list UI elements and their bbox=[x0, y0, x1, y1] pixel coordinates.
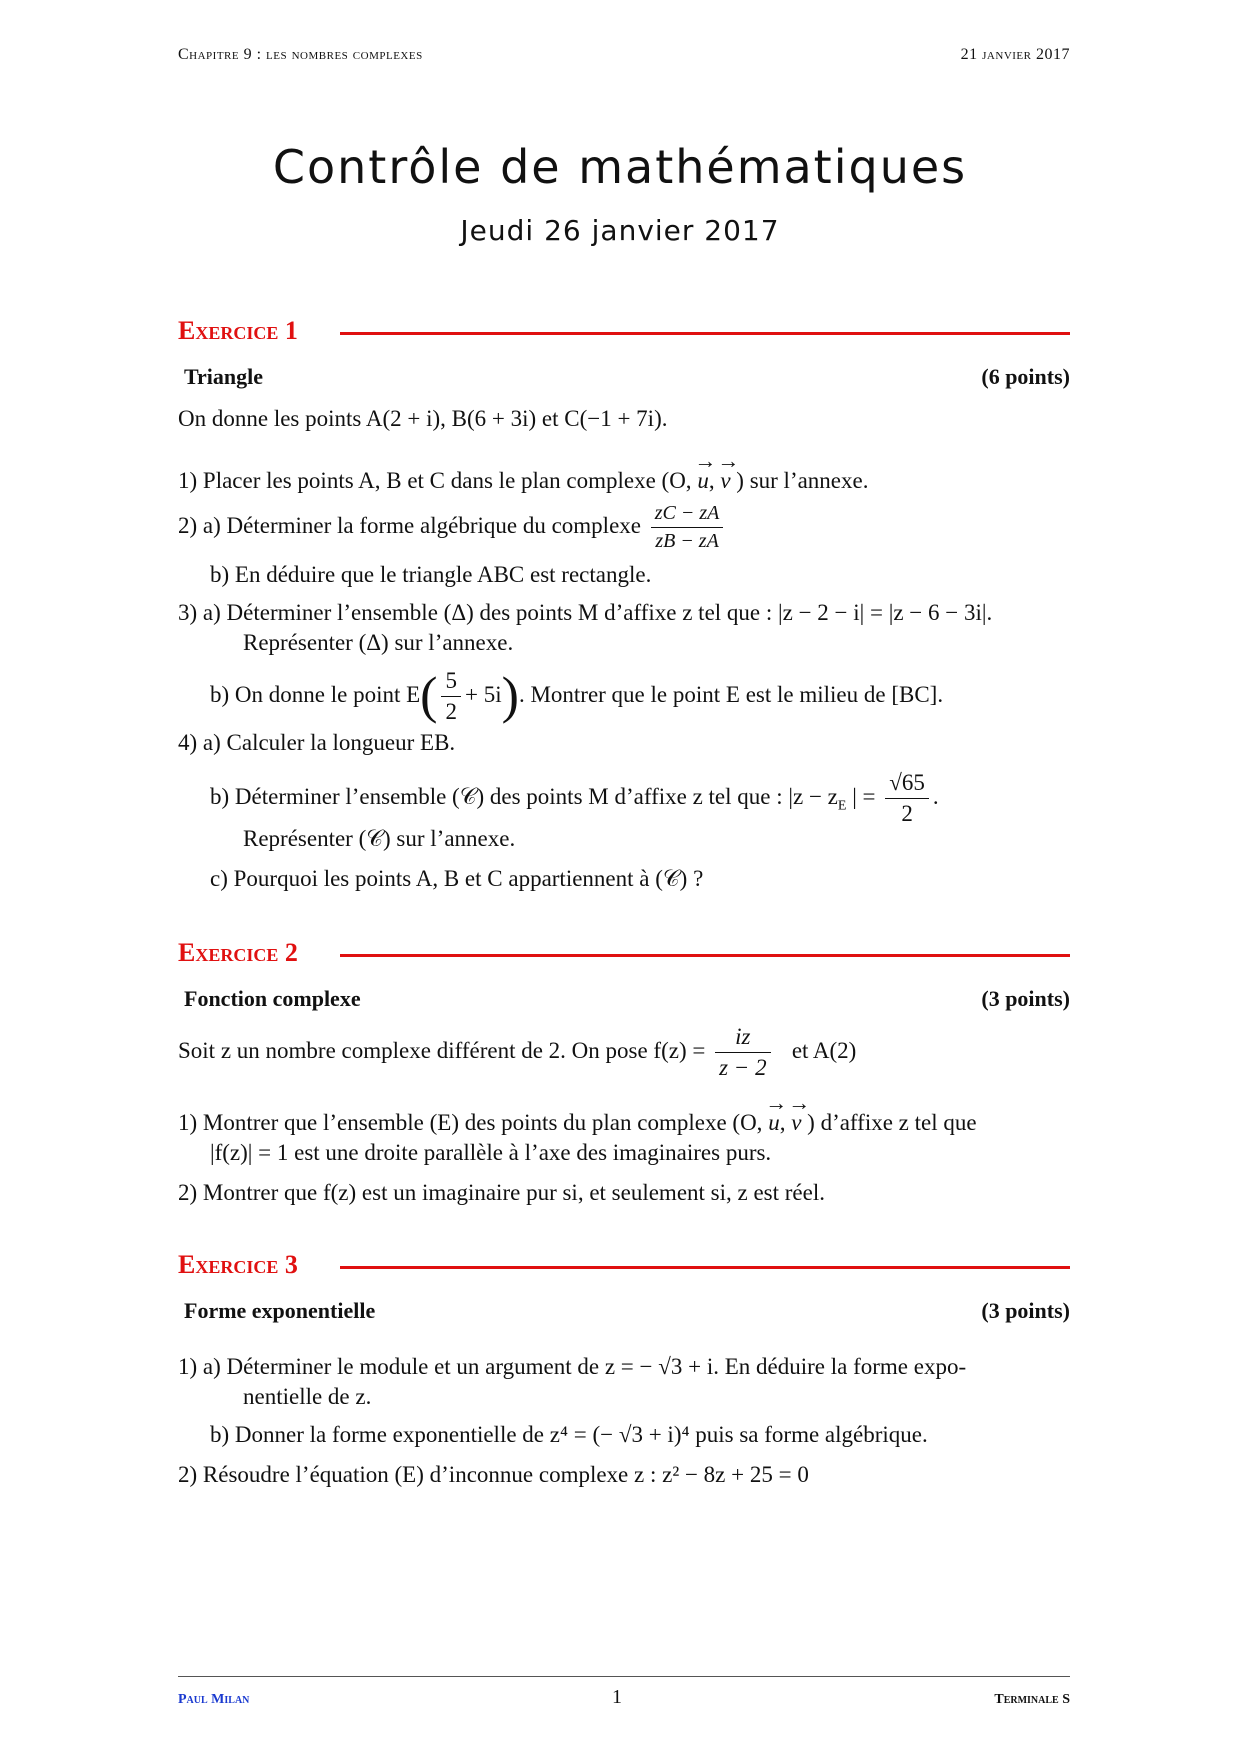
subscript-e: E bbox=[837, 798, 847, 814]
ex1-q4a: 4) a) Calculer la longueur EB. bbox=[178, 730, 456, 755]
vector-u: → u bbox=[768, 1110, 780, 1136]
vector-v: → v bbox=[791, 1110, 801, 1136]
fraction-sqrt65-2 bbox=[885, 770, 929, 827]
ex1-q3b-end: . Montrer que le point E est le milieu de [BC]. bbox=[518, 681, 944, 707]
fraction-denominator: zB − zA bbox=[655, 530, 719, 552]
ex3-q1b: b) Donner la forme exponentielle de z⁴ = (− √3 + i)⁴ puis sa forme algébrique. bbox=[210, 1422, 928, 1447]
ex2-q1-end: ) d’affixe z tel que bbox=[807, 1110, 977, 1135]
ex1-q4b-mid: | = bbox=[852, 783, 876, 809]
ex2-intro-end: et A(2) bbox=[791, 1037, 857, 1063]
exercise-1-heading: Exercice 1 bbox=[178, 316, 298, 345]
ex1-q4b-text: b) Déterminer l’ensemble (𝒞) des points M d’affixe z tel que : |z − z bbox=[210, 783, 838, 809]
header-chapter: Chapitre 9 : les nombres complexes bbox=[178, 46, 423, 63]
exercise-3-rule bbox=[340, 1266, 1070, 1269]
ex1-q1-end: ) sur l’annexe. bbox=[736, 468, 869, 493]
exercise-2-subtitle: Fonction complexe bbox=[184, 986, 361, 1011]
page-title: Contrôle de mathématiques bbox=[272, 140, 968, 194]
ex2-intro bbox=[178, 1024, 856, 1081]
ex1-q3a-line2: Représenter (Δ) sur l’annexe. bbox=[243, 630, 514, 655]
ex1-q3b-text: b) On donne le point E bbox=[210, 681, 421, 707]
exercise-3-subtitle: Forme exponentielle bbox=[184, 1298, 376, 1323]
right-paren: ) bbox=[501, 667, 519, 725]
fraction-numerator: zC − zA bbox=[651, 502, 724, 528]
fraction-denominator: z − 2 bbox=[719, 1055, 767, 1080]
left-paren: ( bbox=[420, 667, 438, 725]
ex1-q4c: c) Pourquoi les points A, B et C appartiennent à (𝒞) ? bbox=[210, 866, 704, 891]
ex1-q2b: b) En déduire que le triangle ABC est rectangle. bbox=[210, 562, 652, 587]
fraction-numerator: √65 bbox=[885, 770, 929, 799]
ex1-q4b-line2: Représenter (𝒞) sur l’annexe. bbox=[243, 826, 516, 851]
exercise-2-points: (3 points) bbox=[981, 986, 1070, 1011]
fraction-numerator: 5 bbox=[441, 668, 461, 697]
exercise-1-rule bbox=[340, 332, 1070, 335]
plus-5i: + 5i bbox=[464, 681, 502, 707]
ex1-q4b bbox=[210, 770, 939, 827]
ex2-q1-line2: |f(z)| = 1 est une droite parallèle à l’axe des imaginaires purs. bbox=[210, 1140, 772, 1165]
fraction-denominator: 2 bbox=[901, 801, 913, 826]
ex1-q2a-text: 2) a) Déterminer la forme algébrique du complexe bbox=[178, 512, 641, 538]
vector-v: → v bbox=[720, 468, 730, 494]
ex1-q2a bbox=[178, 502, 727, 553]
ex1-q3b bbox=[210, 668, 943, 725]
fraction-iz bbox=[715, 1024, 770, 1081]
exercise-2-rule bbox=[340, 954, 1070, 957]
comma: , bbox=[708, 468, 715, 493]
exercise-1-points: (6 points) bbox=[981, 364, 1070, 389]
ex3-q2: 2) Résoudre l’équation (E) d’inconnue complexe z : z² − 8z + 25 = 0 bbox=[178, 1462, 809, 1487]
header-date: 21 janvier 2017 bbox=[960, 46, 1070, 63]
page-subtitle: Jeudi 26 janvier 2017 bbox=[460, 214, 780, 247]
ex2-q1-text: 1) Montrer que l’ensemble (E) des points du plan complexe (O, bbox=[178, 1110, 763, 1135]
fraction-zc-za bbox=[651, 502, 724, 553]
period: . bbox=[932, 783, 939, 809]
footer-class: Terminale S bbox=[994, 1692, 1070, 1707]
ex3-q1a: 1) a) Déterminer le module et un argument de z = − √3 + i. En déduire la forme expo- bbox=[178, 1354, 967, 1379]
ex1-q3a: 3) a) Déterminer l’ensemble (Δ) des points M d’affixe z tel que : |z − 2 − i| = |z − 6 − 3i|. bbox=[178, 600, 993, 625]
vector-u: → u bbox=[697, 468, 709, 494]
footer-rule bbox=[178, 1676, 1070, 1677]
exercise-2-heading: Exercice 2 bbox=[178, 938, 298, 967]
fraction-denominator: 2 bbox=[445, 699, 457, 724]
ex2-intro-text: Soit z un nombre complexe différent de 2. On pose f(z) = bbox=[178, 1037, 706, 1063]
ex1-q1 bbox=[178, 468, 868, 494]
ex3-q1a-line2: nentielle de z. bbox=[243, 1384, 372, 1409]
footer-author: Paul Milan bbox=[178, 1692, 250, 1707]
exercise-3-heading: Exercice 3 bbox=[178, 1250, 298, 1279]
exercise-3-points: (3 points) bbox=[981, 1298, 1070, 1323]
footer-page-number: 1 bbox=[612, 1686, 622, 1708]
ex2-q2: 2) Montrer que f(z) est un imaginaire pur si, et seulement si, z est réel. bbox=[178, 1180, 825, 1205]
fraction-5-2 bbox=[441, 668, 461, 725]
comma: , bbox=[779, 1110, 786, 1135]
ex1-q1-text: 1) Placer les points A, B et C dans le plan complexe (O, bbox=[178, 468, 692, 493]
exercise-1-intro: On donne les points A(2 + i), B(6 + 3i) et C(−1 + 7i). bbox=[178, 406, 668, 431]
fraction-numerator: iz bbox=[715, 1024, 770, 1053]
exercise-1-subtitle: Triangle bbox=[184, 364, 264, 389]
ex2-q1 bbox=[178, 1110, 977, 1136]
